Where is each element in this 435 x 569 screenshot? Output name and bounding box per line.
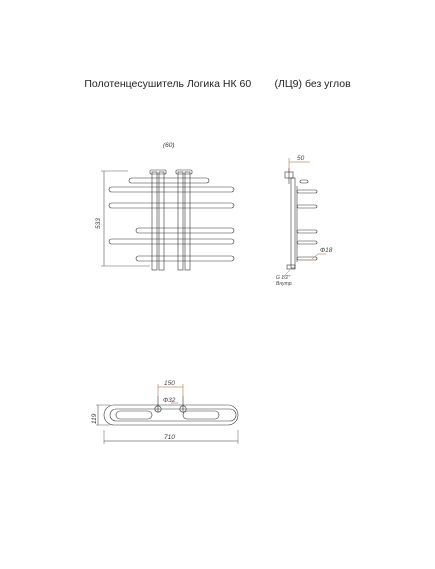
side-view (285, 168, 317, 269)
top-inner-loop-right (183, 411, 219, 419)
side-rail-3 (297, 205, 317, 208)
tube-diameter-label: Ф18 (320, 247, 333, 254)
front-width-label: (60) (163, 142, 175, 149)
top-outer-loop (104, 405, 238, 425)
center-distance-label: 150 (164, 380, 175, 387)
rail-3 (109, 203, 234, 208)
front-height-label: 533 (95, 218, 102, 229)
title-variant: (ЛЦ9) без углов (274, 78, 351, 90)
top-depth-label: 119 (91, 413, 98, 424)
pipe-diameter-label: Ф32 (163, 397, 176, 404)
side-post (291, 178, 295, 268)
thread-note-size: G 1/2" (276, 275, 291, 281)
side-rail-4 (297, 230, 317, 233)
thread-note-type: Внутр. (276, 281, 293, 287)
side-rail-2 (297, 190, 317, 193)
top-inner-loop-left (116, 411, 152, 419)
side-depth-label: 50 (297, 155, 305, 162)
rail-5 (109, 239, 234, 244)
rail-2 (109, 187, 234, 192)
rail-1 (129, 178, 209, 183)
side-rail-1 (300, 180, 308, 183)
front-view (101, 170, 234, 270)
length-label: 710 (164, 434, 175, 441)
title-model: Полотенцесушитель Логика НК 60 (84, 78, 252, 90)
side-rail-5 (297, 241, 317, 244)
